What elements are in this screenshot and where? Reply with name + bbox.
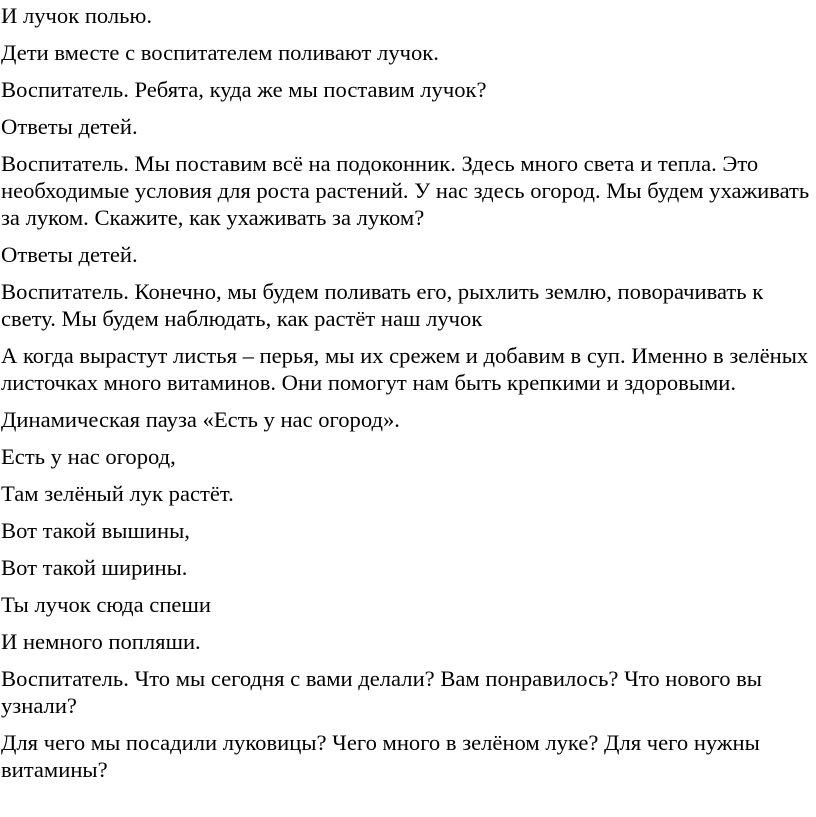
poem-line-2: Там зелёный лук растёт. xyxy=(1,481,234,506)
paragraph-1: И лучок полью. xyxy=(1,3,153,28)
poem-line-3: Вот такой вышины, xyxy=(1,518,190,543)
poem-line-5: Ты лучок сюда спеши xyxy=(1,592,211,617)
paragraph-7: Воспитатель. Конечно, мы будем поливать его, рыхлить землю, поворачивать к свету. Мы будем наблюдать, как растёт наш лучок xyxy=(1,279,764,331)
paragraph-5: Воспитатель. Мы поставим всё на подоконник. Здесь много света и тепла. Это необходимые условия для роста растений. У нас здесь огород. Мы будем ухаживать за луком. Скажите, как ухаживать за луком? xyxy=(1,151,810,230)
paragraph-10: Для чего мы посадили луковицы? Чего много в зелёном луке? Для чего нужны витамины? xyxy=(1,730,760,782)
paragraph-9: Воспитатель. Что мы сегодня с вами делали? Вам понравилось? Что нового вы узнали? xyxy=(1,666,762,718)
poem-line-1: Есть у нас огород, xyxy=(1,444,176,469)
section-heading: Динамическая пауза «Есть у нас огород». xyxy=(1,407,400,432)
paragraph-6: Ответы детей. xyxy=(1,242,138,267)
poem-line-4: Вот такой ширины. xyxy=(1,555,188,580)
paragraph-8: А когда вырастут листья – перья, мы их срежем и добавим в суп. Именно в зелёных листочках много витаминов. Они помогут нам быть крепкими и здоровыми. xyxy=(1,343,809,395)
paragraph-4: Ответы детей. xyxy=(1,114,138,139)
paragraph-3: Воспитатель. Ребята, куда же мы поставим лучок? xyxy=(1,77,487,102)
paragraph-2: Дети вместе с воспитателем поливают лучок. xyxy=(1,40,439,65)
poem-line-6: И немного попляши. xyxy=(1,629,201,654)
